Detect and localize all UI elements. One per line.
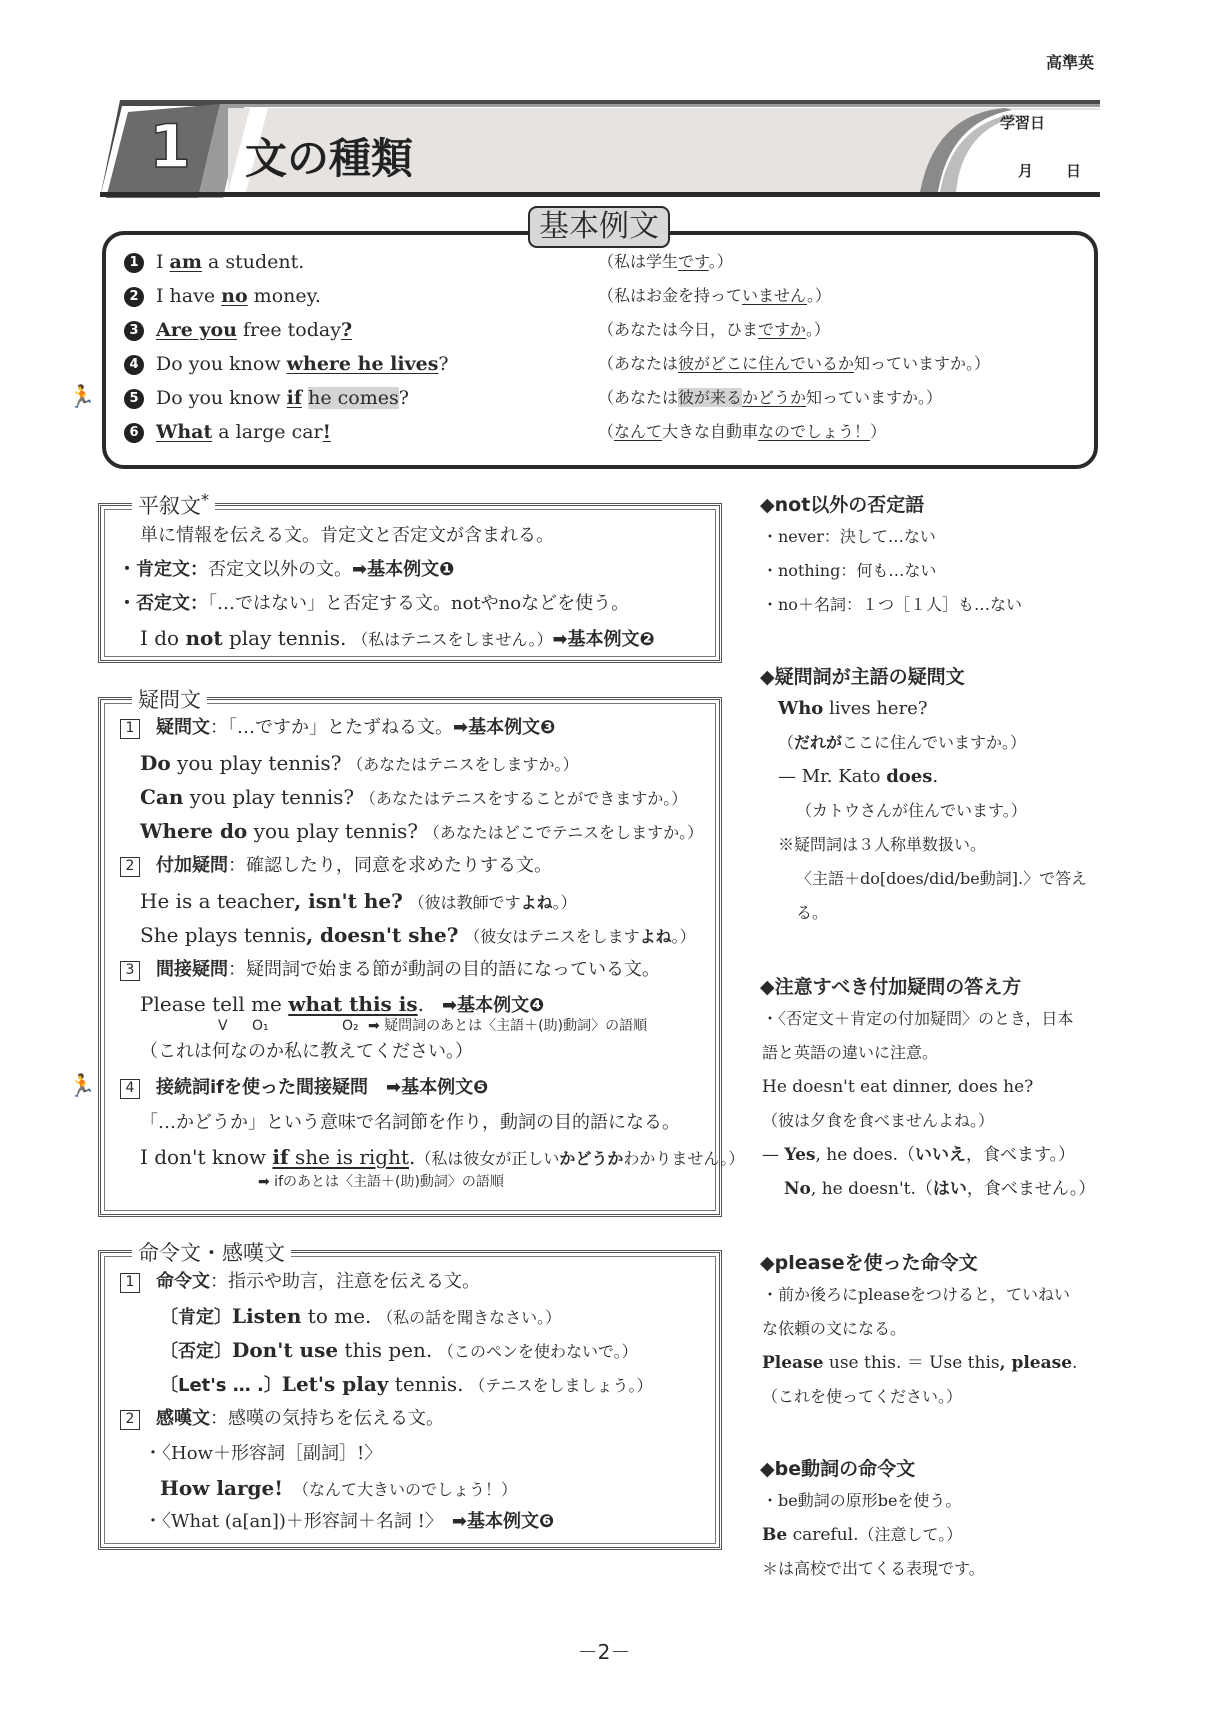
sidebar-tag-answer-no: No, he doesn't.（はい，食べません。） [784, 1179, 1096, 1199]
sidebar-negative-nothing: ・nothing：何も…ない [762, 561, 937, 580]
example-number: 6 [124, 423, 144, 443]
footnote: ＊は高校で出てくる表現です。 [762, 1559, 985, 1578]
study-month-label: 月 [1018, 162, 1034, 180]
example-6-translation: （なんて大きな自動車なのでしょう！） [598, 422, 887, 441]
exclamatory-item-2: 2 感嘆文：感嘆の気持ちを伝える文。 [120, 1405, 444, 1433]
object2-marker: O₂ [342, 1018, 359, 1034]
chapter-title: 文の種類 [245, 134, 414, 183]
example-1-translation: （私は学生です。） [598, 252, 733, 271]
example-6: 6 What a large car! [124, 417, 331, 447]
imperative-lets: 〔Let's … .〕Let's play tennis. （テニスをしましょう。） [160, 1372, 653, 1396]
sidebar-tag-answer-title: ◆注意すべき付加疑問の答え方 [760, 976, 1022, 998]
study-date-label: 学習日 [1000, 114, 1046, 132]
interrogative-example-where: Where do you play tennis? （あなたはどこでテニスをしますか。） [140, 819, 704, 843]
example-3-translation: （あなたは今日，ひまですか。） [598, 320, 831, 339]
sidebar-be-line-1: ・be動詞の原形beを使う。 [762, 1491, 962, 1510]
interrogative-title: 疑問文 [132, 684, 207, 714]
example-3: 3 Are you free today? [124, 315, 352, 345]
advanced-marker-icon-2: 🏃 [68, 1074, 96, 1099]
sidebar-please-title: ◆pleaseを使った命令文 [760, 1252, 978, 1274]
sidebar-please-jp: （これを使ってください。） [762, 1387, 963, 1406]
if-clause-description: 「…かどうか」という意味で名詞節を作り，動詞の目的語になる。 [140, 1112, 680, 1133]
sidebar-negative-no: ・no＋名詞：１つ［１人］も…ない [762, 595, 1022, 614]
how-example: How large! （なんて大きいのでしょう！） [160, 1476, 518, 1500]
sidebar-be-example: Be careful.（注意して。） [762, 1525, 963, 1545]
negative-line: ・否定文：「…ではない」と否定する文。notやnoなどを使う。 [118, 593, 630, 614]
example-5-translation: （あなたは彼が来るかどうか知っていますか。） [598, 388, 943, 407]
advanced-marker-icon: 🏃 [68, 385, 96, 410]
sidebar-tag-answer-line-2: 語と英語の違いに注意。 [762, 1043, 939, 1062]
verb-marker: V [218, 1018, 228, 1034]
example-2: 2 I have no money. [124, 281, 321, 311]
example-2-translation: （私はお金を持っていません。） [598, 286, 831, 305]
example-number: 4 [124, 355, 144, 375]
imperative-affirmative: 〔肯定〕Listen to me. （私の話を聞きなさい。） [160, 1304, 562, 1328]
imperative-title: 命令文・感嘆文 [132, 1237, 291, 1267]
sidebar-wh-subject-title: ◆疑問詞が主語の疑問文 [760, 666, 965, 688]
example-number: 2 [124, 287, 144, 307]
sidebar-negative-never: ・never：決して…ない [762, 527, 936, 546]
affirmative-line: ・肯定文：否定文以外の文。➡基本例文❶ [118, 559, 455, 580]
interrogative-item-1: 1 疑問文：「…ですか」とたずねる文。➡基本例文❸ [120, 714, 555, 742]
tag-question-example-2: She plays tennis, doesn't she? （彼女はテニスをしますよね。） [140, 923, 696, 947]
tag-question-example-1: He is a teacher, isn't he? （彼は教師ですよね。） [140, 889, 577, 913]
example-5: 5 Do you know if he comes? [124, 383, 409, 413]
example-1: 1 I am a student. [124, 247, 304, 277]
sidebar-please-line-1: ・前か後ろにpleaseをつけると，ていねい [762, 1285, 1071, 1304]
declarative-description: 単に情報を伝える文。肯定文と否定文が含まれる。 [140, 525, 554, 546]
sidebar-tag-answer-example: He doesn't eat dinner, does he? [762, 1077, 1034, 1097]
interrogative-example-do: Do you play tennis? （あなたはテニスをしますか。） [140, 751, 579, 775]
study-day-label: 日 [1066, 162, 1082, 180]
how-pattern: ・〈How＋形容詞［副詞］!〉 [144, 1443, 383, 1464]
example-4-translation: （あなたは彼がどこに住んでいるか知っていますか。） [598, 354, 991, 373]
sidebar-wh-answer: — Mr. Kato does. [778, 766, 939, 787]
example-number: 3 [124, 321, 144, 341]
example-number: 5 [124, 389, 144, 409]
object1-marker: O₁ [252, 1018, 269, 1034]
sidebar-be-title: ◆be動詞の命令文 [760, 1458, 916, 1480]
interrogative-item-4: 4 接続詞ifを使った間接疑問 ➡基本例文❺ [120, 1074, 488, 1102]
sidebar-wh-note-2: 〈主語＋do[does/did/be動詞].〉で答え [796, 869, 1088, 888]
sidebar-wh-question: Who lives here? [778, 698, 928, 719]
interrogative-example-can: Can you play tennis? （あなたはテニスをすることができますか。） [140, 785, 688, 809]
sidebar-please-example: Please use this. ＝ Use this, please. [762, 1353, 1078, 1373]
word-order-note: ➡ 疑問詞のあとは〈主語＋(助)動詞〉の語順 [368, 1018, 648, 1034]
example-number: 1 [124, 253, 144, 273]
imperative-item-1: 1 命令文：指示や助言，注意を伝える文。 [120, 1268, 480, 1296]
sidebar-tag-answer-line-1: ・〈否定文＋肯定の付加疑問〉のとき，日本 [762, 1009, 1074, 1028]
sidebar-wh-answer-jp: （カトウさんが住んでいます。） [796, 801, 1027, 820]
declarative-title: 平叙文* [132, 490, 215, 520]
example-4: 4 Do you know where he lives? [124, 349, 449, 379]
sidebar-negatives-title: ◆not以外の否定語 [760, 494, 925, 516]
interrogative-item-2: 2 付加疑問：確認したり，同意を求めたりする文。 [120, 852, 552, 880]
basic-examples-title: 基本例文 [528, 206, 670, 248]
course-label: 高準英 [1046, 53, 1095, 72]
page-number: －2－ [577, 1640, 631, 1664]
sidebar-tag-answer-example-jp: （彼は夕食を食べませんよね。） [762, 1111, 995, 1130]
indirect-question-example: Please tell me what this is. ➡基本例文❹ [140, 992, 545, 1016]
sidebar-wh-note-1: ※疑問詞は３人称単数扱い。 [778, 835, 987, 854]
sidebar-tag-answer-yes: — Yes, he does.（いいえ，食べます。） [762, 1145, 1076, 1165]
imperative-negative: 〔否定〕Don't use this pen. （このペンを使わないで。） [160, 1338, 638, 1362]
if-word-order-note: ➡ ifのあとは〈主語＋(助)動詞〉の語順 [258, 1174, 504, 1190]
sidebar-wh-question-jp: （だれがここに住んでいますか。） [778, 733, 1027, 752]
declarative-example: I do not play tennis. （私はテニスをしません。）➡基本例文❷ [140, 626, 655, 650]
sidebar-wh-note-3: る。 [796, 903, 829, 922]
interrogative-item-3: 3 間接疑問：疑問詞で始まる節が動詞の目的語になっている文。 [120, 956, 660, 984]
chapter-number: 1 [149, 112, 191, 182]
sidebar-please-line-2: な依頼の文になる。 [762, 1319, 907, 1338]
indirect-question-translation: （これは何なのか私に教えてください。） [140, 1041, 473, 1062]
if-clause-example: I don't know if she is right.（私は彼女が正しいかどうかわかりません。） [140, 1145, 745, 1169]
what-pattern: ・〈What (a[an])＋形容詞＋名詞 !〉 ➡基本例文❻ [144, 1511, 555, 1532]
